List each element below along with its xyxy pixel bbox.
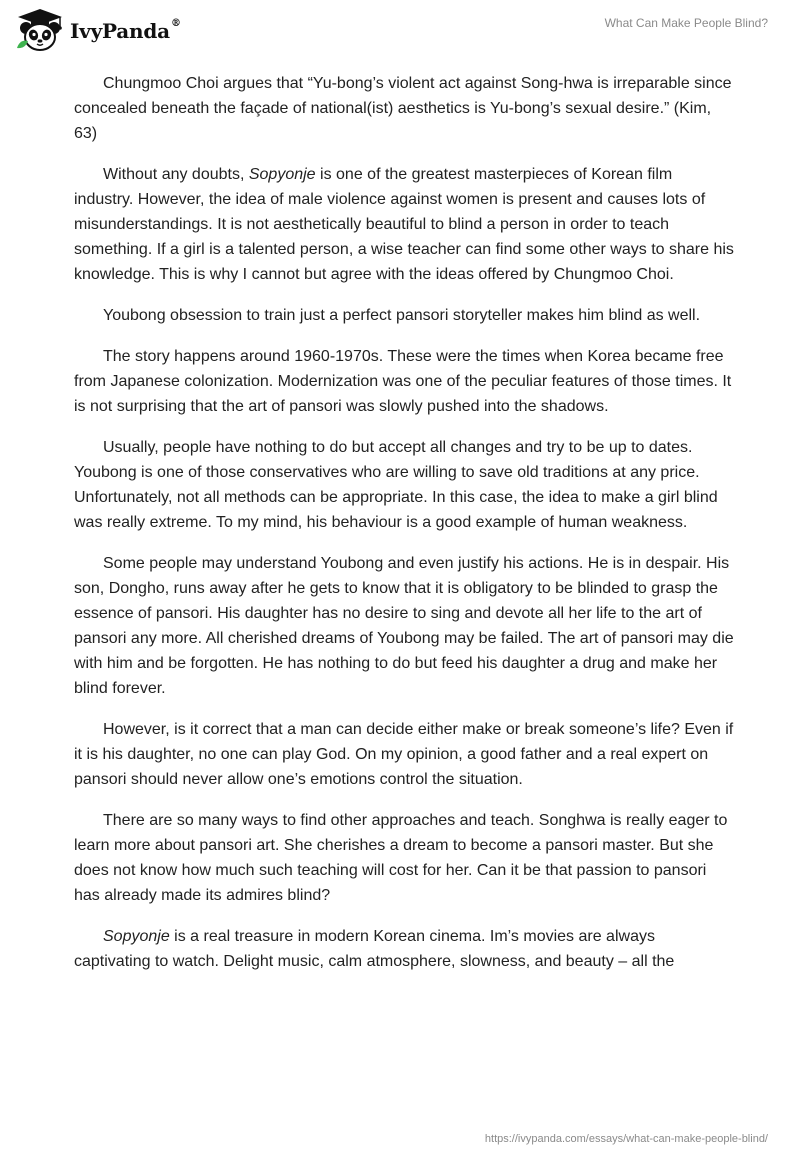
paragraph-rest: is one of the greatest masterpieces of Korean film industry. However, the idea of male violence against women is present and causes lots of misunderstandings. It is not aesthetically beautiful to blind a person in order to teach something. If a girl is a talented person, a wise teacher can find some other ways to share his knowledge. This is why I cannot but agree with the ideas offered by Chungmoo Choi. — [74, 166, 734, 283]
paragraph: Youbong obsession to train just a perfect pansori storyteller makes him blind as well. — [103, 307, 701, 324]
paragraph: Usually, people have nothing to do but accept all changes and try to be up to dates. Youbong is one of those conservatives who are willing to save old traditions at any price. Unfortunately, not all methods can be appropriate. In this case, the idea to make a girl blind was really extreme. To my mind, his behaviour is a good example of human weakness. — [74, 439, 718, 531]
paragraph: However, is it correct that a man can decide either make or break someone’s life? Even if it is his daughter, no one can play God. On my opinion, a good father and a real expert on pansori should never allow one’s emotions control the situation. — [74, 721, 734, 788]
paragraph: There are so many ways to find other approaches and teach. Songhwa is really eager to learn more about pansori art. She cherishes a dream to become a pansori master. But she does not know how much such teaching will cost for her. Can it be that passion to pansori has already made its admires blind? — [74, 812, 728, 904]
film-title: Sopyonje — [248, 166, 316, 183]
page-header — [0, 0, 800, 60]
essay-body — [74, 71, 734, 990]
document-title: What Can Make People Blind? — [604, 16, 768, 30]
paragraph: Chungmoo Choi argues that “Yu-bong’s violent act against Song-hwa is irreparable since concealed beneath the façade of national(ist) aesthetics is Yu-bong’s sexual desire.” (Kim, 63) — [74, 75, 732, 142]
logo-text: IvyPanda — [70, 19, 170, 43]
paragraph: Some people may understand Youbong and even justify his actions. He is in despair. His son, Dongho, runs away after he gets to know that it is obligatory to be blinded to grasp the essence of pansori. His daughter has no desire to sing and devote all her life to the art of pansori any more. All cherished dreams of Youbong may be failed. The art of pansori may die with him and be forgotten. He has nothing to do but feed his daughter a drug and make her blind forever. — [74, 555, 734, 697]
paragraph — [74, 924, 734, 974]
logo-wordmark — [70, 19, 181, 43]
paragraph — [74, 162, 734, 287]
paragraph-rest: is a real treasure in modern Korean cinema. Im’s movies are always captivating to watch. Delight music, calm atmosphere, slowness, and beauty – all the — [74, 928, 675, 970]
paragraph-lead: Without any doubts, — [103, 166, 249, 183]
ivypanda-logo[interactable] — [16, 8, 181, 52]
source-url[interactable]: https://ivypanda.com/essays/what-can-make-people-blind/ — [484, 1133, 768, 1145]
film-title: Sopyonje — [103, 928, 170, 945]
paragraph: The story happens around 1960-1970s. These were the times when Korea became free from Japanese colonization. Modernization was one of the peculiar features of those times. It is not surprising that the art of pansori was slowly pushed into the shadows. — [74, 348, 732, 415]
registered-mark: ® — [170, 18, 181, 29]
panda-graduate-icon — [16, 8, 64, 52]
